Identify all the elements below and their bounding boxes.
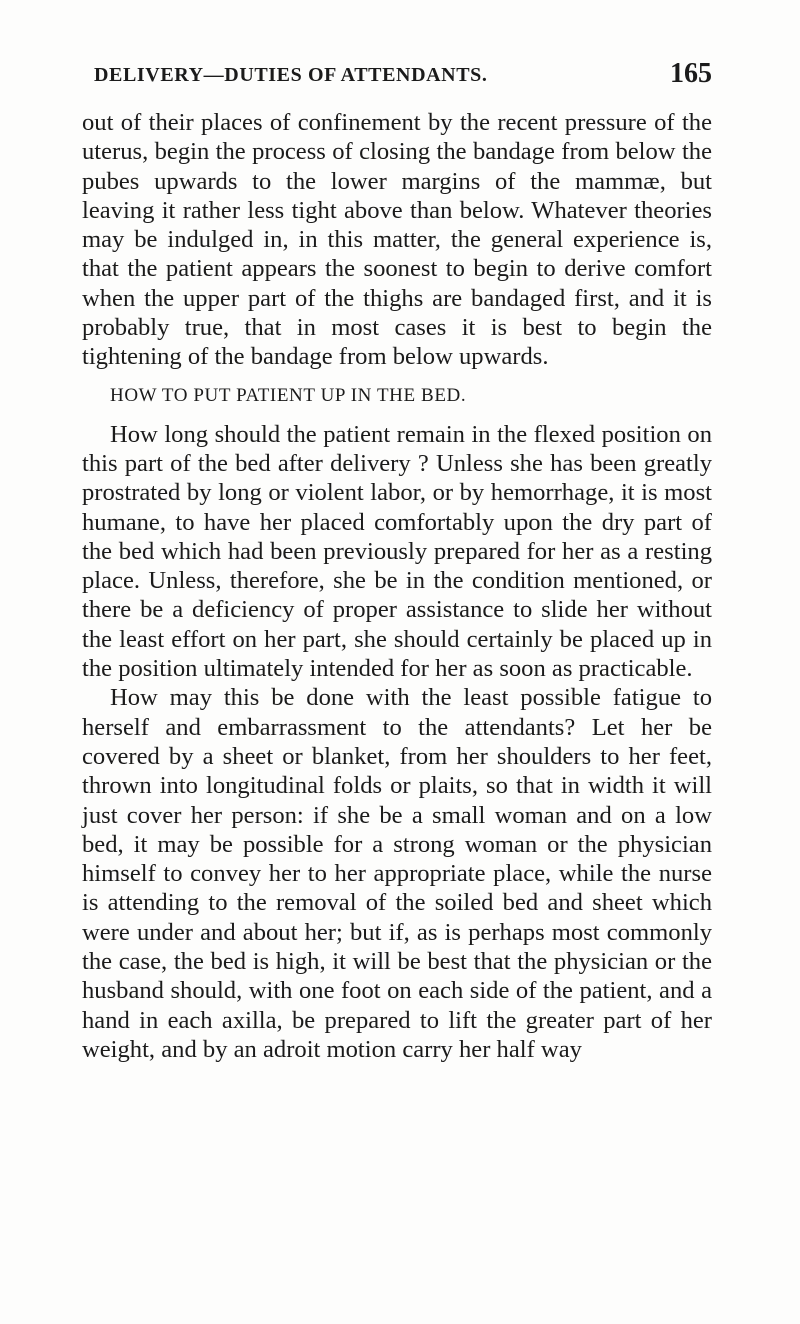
paragraph-continued: out of their places of confinement by the recent pressure of the uterus, begin the process of closing the bandage from below the pubes upwards to the lower margins of the mammæ, but leaving it rather less tight above than below. Whatever theories may be indulged in, in this matter, the general experience is, that the patient appears the soonest to begin to derive comfort when the upper part of the thighs are bandaged first, and it is probably true, that in most cases it is best to begin the tightening of the bandage from below upwards. <box>82 109 712 371</box>
page-number: 165 <box>670 58 712 89</box>
paragraph: How long should the patient remain in the flexed position on this part of the bed after delivery ? Unless she has been greatly prostrated by long or violent labor, or by hemorrhage, it is most humane, to have her placed comfortably upon the dry part of the bed which had been previously prepared for her as a resting place. Unless, therefore, she be in the condition mentioned, or there be a deficiency of proper assistance to slide her without the least effort on her part, she should certainly be placed up in the position ultimately intended for her as soon as practicable. <box>82 420 712 683</box>
page-header <box>94 58 712 98</box>
paragraph: How may this be done with the least possible fatigue to herself and embarrassment to the attendants? Let her be covered by a sheet or blanket, from her shoulders to her feet, thrown into longitudinal folds or plaits, so that in width it will just cover her person: if she be a small woman and on a low bed, it may be possible for a strong woman or the physician himself to convey her to her appropriate place, while the nurse is attending to the removal of the soiled bed and sheet which were under and about her; but if, as is perhaps most commonly the case, the bed is high, it will be best that the physician or the husband should, with one foot on each side of the patient, and a hand in each axilla, be prepared to lift the greater part of her weight, and by an adroit motion carry her half way <box>82 684 712 1063</box>
section-heading: HOW TO PUT PATIENT UP IN THE BED. <box>110 384 467 406</box>
running-head: DELIVERY—DUTIES OF ATTENDANTS. <box>94 64 488 86</box>
body-text <box>82 108 712 1064</box>
